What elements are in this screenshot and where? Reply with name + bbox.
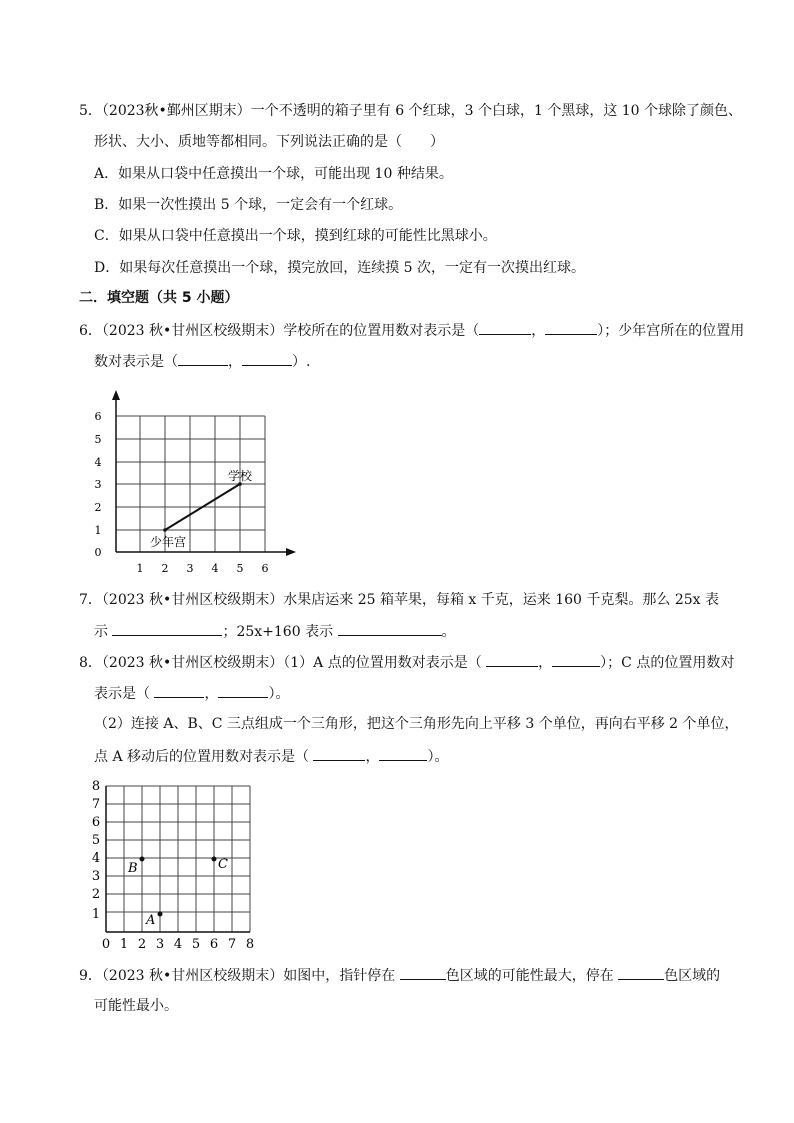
q8-text-a: 8．（2023 秋•甘州区校级期末）（1）A 点的位置用数对表示是（ (79, 655, 482, 671)
q5-option-b: B．如果一次性摸出 5 个球，一定会有一个红球。 (94, 197, 403, 213)
q9-blank-least-likely-color[interactable] (618, 965, 664, 980)
q7-stem-line2 (94, 621, 456, 642)
q6-x-tick: 6 (261, 562, 269, 575)
q8-x-tick: 2 (137, 937, 147, 952)
q6-text-c: 数对表示是（ (94, 354, 178, 370)
q7-text-a: 示 (94, 624, 108, 640)
q5-stem-line1: 5．（2023秋•鄞州区期末）一个不透明的箱子里有 6 个红球，3 个白球，1 个黑球，这 10 个球除了颜色、 (79, 103, 743, 119)
q8-x-tick: 6 (209, 937, 219, 952)
q5-option-d: D．如果每次任意摸出一个球，摸完放回，连续摸 5 次，一定有一次摸出红球。 (94, 260, 586, 276)
q8-label-b: B (128, 861, 138, 876)
q6-x-axis-arrow (286, 548, 296, 556)
q9-text-b: 色区域的可能性最大，停在 (445, 968, 614, 984)
q8-x-tick: 0 (101, 937, 111, 952)
q6-text-a: 6．（2023 秋•甘州区校级期末）学校所在的位置用数对表示是（ (79, 323, 480, 339)
q5-stem-line2: 形状、大小、质地等都相同。下列说法正确的是（ ） (94, 134, 444, 150)
q8-label-a: A (146, 913, 156, 928)
q6-x-tick: 4 (211, 562, 219, 575)
q8-stem-line2 (94, 683, 289, 704)
q9-text-a: 9．（2023 秋•甘州区校级期末）如图中，指针停在 (79, 968, 396, 984)
q6-label-school: 学校 (228, 469, 253, 483)
q8-text-f: ）。 (427, 749, 449, 765)
q5-option-c: C．如果从口袋中任意摸出一个球，摸到红球的可能性比黑球小。 (94, 228, 497, 244)
q8-x-tick: 7 (227, 937, 237, 952)
q8-text-c: 表示是（ (94, 686, 150, 702)
q8-y-tick: 2 (91, 887, 101, 902)
q6-y-axis-arrow (112, 390, 120, 400)
q8-x-tick: 4 (173, 937, 183, 952)
q6-comma: ， (531, 323, 546, 339)
q8-coordinate-grid (86, 752, 276, 952)
q8-x-tick: 1 (119, 937, 129, 952)
q7-blank-meaning-25x[interactable] (112, 621, 222, 636)
q8-blank-a-moved-x[interactable] (313, 746, 365, 761)
q6-text-b: ）；少年宫所在的位置用 (597, 323, 745, 339)
q8-x-tick: 5 (191, 937, 201, 952)
q6-point-palace (163, 528, 167, 532)
q8-x-tick: 8 (245, 937, 255, 952)
q8-stem-line3: （2）连接 A、B、C 三点组成一个三角形，把这个三角形先向上平移 3 个单位，再向右平移 2 个单位， (94, 716, 739, 732)
q8-blank-a-x[interactable] (486, 652, 538, 667)
q6-y-tick: 5 (94, 433, 102, 446)
q8-point-c (212, 857, 217, 862)
q6-x-tick: 3 (186, 562, 194, 575)
q9-blank-most-likely-color[interactable] (400, 965, 446, 980)
q6-y-tick: 4 (94, 456, 102, 469)
q8-point-a (158, 912, 163, 917)
q8-blank-a-y[interactable] (552, 652, 600, 667)
q6-text-d: ）. (292, 354, 311, 370)
q6-label-palace: 少年宫 (150, 535, 187, 549)
q8-y-tick: 3 (91, 869, 101, 884)
q8-y-tick: 7 (91, 797, 101, 812)
q8-label-c: C (218, 857, 228, 872)
q8-blank-c-x[interactable] (154, 683, 204, 698)
q8-text-b: ）；C 点的位置用数对 (600, 655, 735, 671)
q8-grid (106, 786, 250, 932)
q6-blank-palace-y[interactable] (242, 351, 292, 366)
q8-y-tick: 1 (91, 907, 101, 922)
q7-text-b: ；25x+160 表示 (222, 624, 334, 640)
q6-x-tick: 5 (236, 562, 244, 575)
q6-stem-line2 (94, 351, 310, 372)
q6-y-tick: 1 (94, 524, 102, 537)
q7-text-c: 。 (441, 624, 456, 640)
q6-y-tick: 3 (94, 478, 102, 491)
q8-text-e: 点 A 移动后的位置用数对表示是（ (94, 749, 310, 765)
q8-comma3: ， (365, 749, 380, 765)
q8-text-d: ）。 (268, 686, 290, 702)
q6-blank-palace-x[interactable] (178, 351, 228, 366)
q6-x-tick: 1 (136, 562, 144, 575)
q6-y-tick: 6 (94, 410, 102, 423)
q8-y-tick: 6 (91, 815, 101, 830)
q8-y-tick: 4 (91, 851, 101, 866)
q8-blank-a-moved-y[interactable] (379, 746, 427, 761)
q8-comma: ， (538, 655, 553, 671)
q6-y-tick: 2 (94, 501, 102, 514)
q6-x-tick: 2 (161, 562, 169, 575)
q8-point-b (140, 857, 145, 862)
q6-grid (116, 416, 265, 552)
q6-coordinate-graph (84, 388, 304, 578)
q9-stem-line2: 可能性最小。 (94, 998, 178, 1014)
q8-x-tick: 3 (155, 937, 165, 952)
q6-blank-school-y[interactable] (545, 320, 597, 335)
q8-y-tick: 8 (91, 779, 101, 794)
q6-comma2: ， (228, 354, 242, 370)
q8-stem-line1 (79, 652, 734, 673)
q7-stem-line1: 7．（2023 秋•甘州区校级期末）水果店运来 25 箱苹果，每箱 x 千克，运来 160 千克梨。那么 25x 表 (79, 592, 719, 608)
q6-stem-line1 (79, 320, 744, 341)
q7-blank-meaning-25x-160[interactable] (338, 621, 442, 636)
q6-y-tick: 0 (94, 546, 102, 559)
q9-stem-line1 (79, 965, 720, 986)
q5-option-a: A．如果从口袋中任意摸出一个球，可能出现 10 种结果。 (94, 166, 453, 182)
section-heading-fill-in: 二．填空题（共 5 小题） (79, 290, 239, 306)
q8-comma2: ， (204, 686, 219, 702)
q9-text-c: 色区域的 (664, 968, 721, 984)
q8-y-tick: 5 (91, 833, 101, 848)
q8-blank-c-y[interactable] (218, 683, 268, 698)
q6-blank-school-x[interactable] (479, 320, 531, 335)
